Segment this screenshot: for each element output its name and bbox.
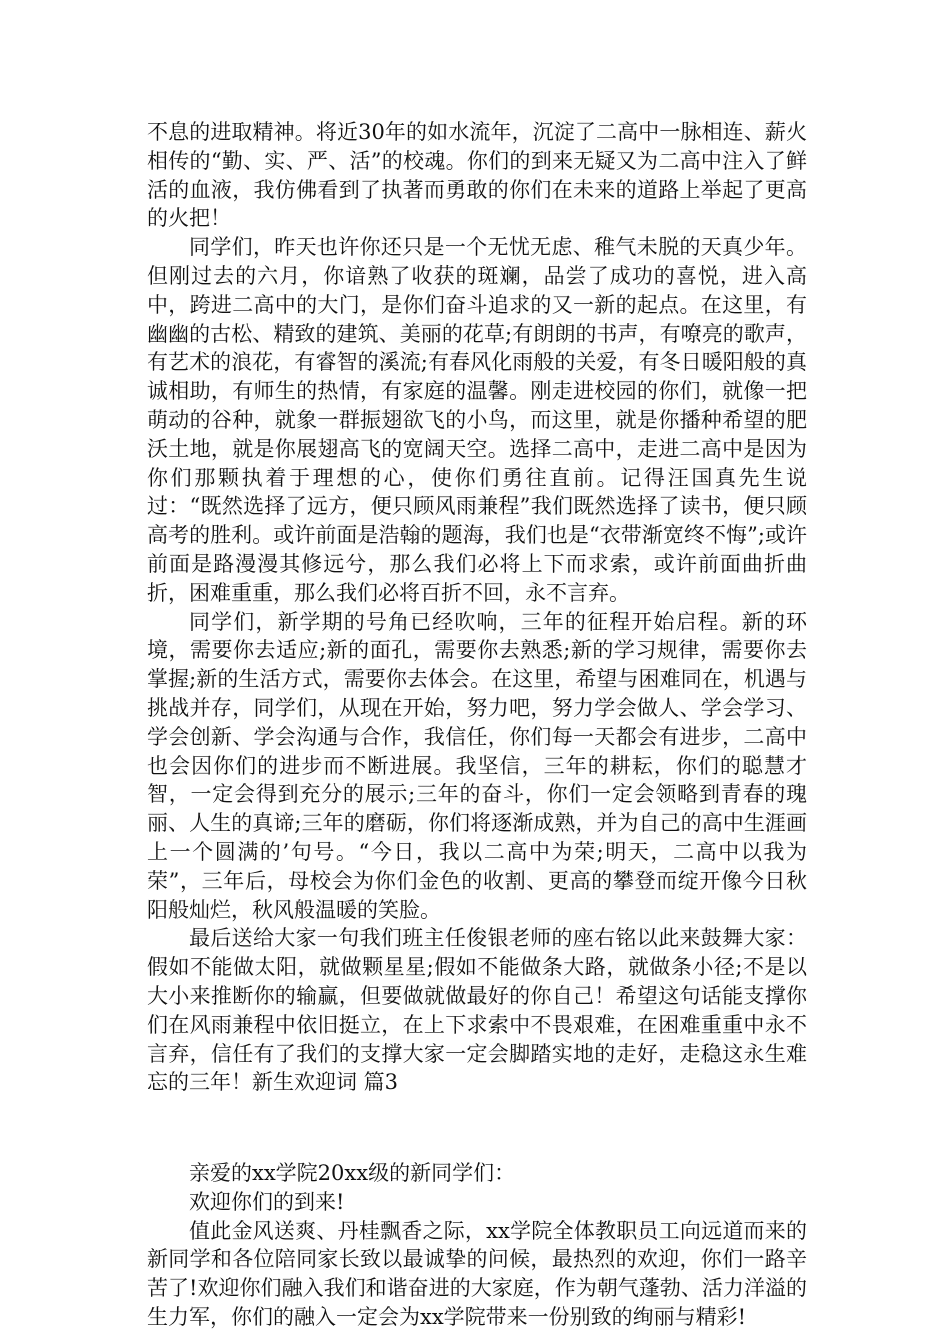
document-page	[147, 118, 807, 1332]
greeting-line: 亲爱的xx学院20xx级的新同学们：	[189, 1161, 516, 1186]
paragraph-4: 最后送给大家一句我们班主任俊银老师的座右铭以此来鼓舞大家：假如不能做太阳，就做颗星星;假如不能做条大路，就做条小径;不是以大小来推断你的输赢，但要做就做最好的你自己！希望这句话能支撑你们在风雨兼程中依旧挺立，在上下求索中不畏艰难，在困难重重中永不言弃，信任有了我们的支撑大家一定会脚踏实地的走好，走稳这永生难忘的三年！新生欢迎词 篇3	[147, 926, 807, 1095]
paragraph-3: 同学们，新学期的号角已经吹响，三年的征程开始启程。新的环境，需要你去适应;新的面孔，需要你去熟悉;新的学习规律，需要你去掌握;新的生活方式，需要你去体会。在这里，希望与困难同在，机遇与挑战并存，同学们，从现在开始，努力吧，努力学会做人、学会学习、学会创新、学会沟通与合作，我信任，你们每一天都会有进步，二高中也会因你们的进步而不断进展。我坚信，三年的耕耘，你们的聪慧才智，一定会得到充分的展示;三年的奋斗，你们一定会领略到青春的瑰丽、人生的真谛;三年的磨砺，你们将逐渐成熟，并为自己的高中生涯画上一个圆满的’句号。“今日，我以二高中为荣;明天，二高中以我为荣”，三年后，母校会为你们金色的收割、更高的攀登而绽开像今日秋阳般灿烂，秋风般温暖的笑脸。	[147, 609, 807, 922]
paragraph-2: 同学们，昨天也许你还只是一个无忧无虑、稚气未脱的天真少年。但刚过去的六月，你谙熟了收获的斑斓，品尝了成功的喜悦，进入高中，跨进二高中的大门，是你们奋斗追求的又一新的起点。在这里，有幽幽的古松、精致的建筑、美丽的花草;有朗朗的书声，有嘹亮的歌声，有艺术的浪花，有睿智的溪流;有春风化雨般的关爱，有冬日暖阳般的真诚相助，有师生的热情，有家庭的温馨。刚走进校园的你们，就像一把萌动的谷种，就象一群振翅欲飞的小鸟，而这里，就是你播种希望的肥沃土地，就是你展翅高飞的宽阔天空。选择二高中，走进二高中是因为你们那颗执着于理想的心，使你们勇往直前。记得汪国真先生说过：“既然选择了远方，便只顾风雨兼程”我们既然选择了读书，便只顾高考的胜利。或许前面是浩翰的题海，我们也是“衣带渐宽终不悔”;或许前面是路漫漫其修远兮，那么我们必将上下而求索，或许前面曲折曲折，困难重重，那么我们必将百折不回，永不言弃。	[147, 235, 807, 605]
welcome-line: 欢迎你们的到来!	[189, 1189, 345, 1214]
paragraph-5: 值此金风送爽、丹桂飘香之际，xx学院全体教职员工向远道而来的新同学和各位陪同家长致以最诚挚的问候，最热烈的欢迎，你们一路辛苦了!欢迎你们融入我们和谐奋进的大家庭，作为朝气蓬勃、活力洋溢的生力军，你们的融入一定会为xx学院带来一份别致的绚丽与精彩!	[147, 1218, 807, 1330]
paragraph-1: 不息的进取精神。将近30年的如水流年，沉淀了二高中一脉相连、薪火相传的“勤、实、严、活”的校魂。你们的到来无疑又为二高中注入了鲜活的血液，我仿佛看到了执著而勇敢的你们在未来的道路上举起了更高的火把！	[147, 120, 807, 231]
section-spacer	[147, 1097, 807, 1159]
